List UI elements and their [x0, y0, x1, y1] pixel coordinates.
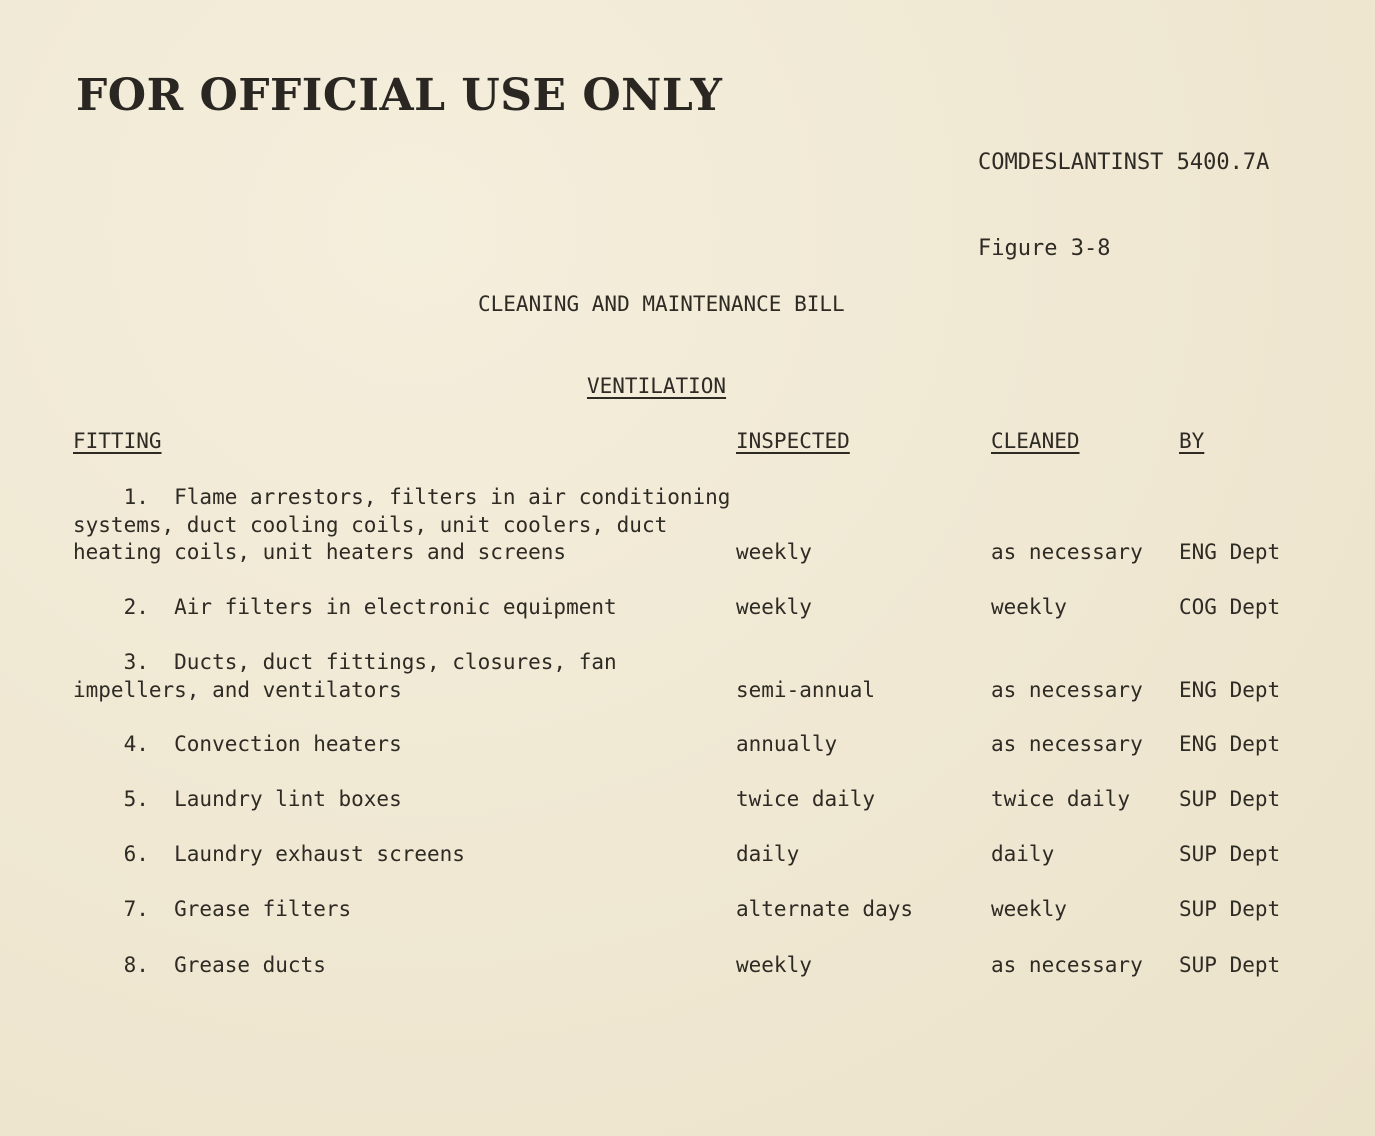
fitting-description: 5. Laundry lint boxes — [73, 787, 402, 811]
responsible-department: ENG Dept — [1179, 540, 1281, 564]
inspected-frequency: weekly — [736, 595, 812, 619]
classification-banner: FOR OFFICIAL USE ONLY — [76, 70, 723, 121]
responsible-department: ENG Dept — [1179, 677, 1281, 702]
column-header-fitting: FITTING — [73, 429, 162, 453]
column-header-cleaned: CLEANED — [991, 429, 1080, 453]
inspected-frequency: annually — [736, 732, 838, 756]
inspected-frequency: alternate days — [736, 897, 914, 921]
responsible-department: SUP Dept — [1179, 897, 1281, 921]
instruction-number: COMDESLANTINST 5400.7A — [978, 150, 1270, 175]
inspected-frequency: weekly — [736, 953, 812, 977]
responsible-department: SUP Dept — [1179, 842, 1281, 866]
column-header-inspected: INSPECTED — [736, 429, 850, 453]
inspected-frequency: weekly — [736, 540, 812, 564]
cleaned-frequency: daily — [991, 842, 1055, 866]
cleaned-frequency: as necessary — [991, 540, 1143, 564]
fitting-description: 3. Ducts, duct fittings, closures, fan impellers, and ventilators — [73, 650, 617, 702]
cleaned-frequency: as necessary — [991, 677, 1143, 702]
fitting-description: 1. Flame arrestors, filters in air conditioning systems, duct cooling coils, unit coolers, duct heating coils, unit heaters and screens — [73, 485, 731, 564]
inspected-frequency: twice daily — [736, 787, 876, 811]
bill-title: CLEANING AND MAINTENANCE BILL — [478, 292, 845, 316]
section-title: VENTILATION — [587, 374, 727, 398]
figure-label: Figure 3-8 — [978, 236, 1111, 261]
responsible-department: SUP Dept — [1179, 953, 1281, 977]
responsible-department: ENG Dept — [1179, 732, 1281, 756]
responsible-department: COG Dept — [1179, 595, 1281, 619]
column-header-by: BY — [1179, 429, 1205, 453]
cleaned-frequency: weekly — [991, 595, 1067, 619]
inspected-frequency: semi-annual — [736, 677, 876, 702]
fitting-description: 8. Grease ducts — [73, 953, 326, 977]
fitting-description: 7. Grease filters — [73, 897, 352, 921]
cleaned-frequency: as necessary — [991, 953, 1143, 977]
responsible-department: SUP Dept — [1179, 787, 1281, 811]
fitting-description: 4. Convection heaters — [73, 732, 402, 756]
inspected-frequency: daily — [736, 842, 800, 866]
cleaned-frequency: twice daily — [991, 787, 1131, 811]
cleaned-frequency: weekly — [991, 897, 1067, 921]
fitting-description: 2. Air filters in electronic equipment — [73, 595, 617, 619]
fitting-description: 6. Laundry exhaust screens — [73, 842, 465, 866]
cleaned-frequency: as necessary — [991, 732, 1143, 756]
